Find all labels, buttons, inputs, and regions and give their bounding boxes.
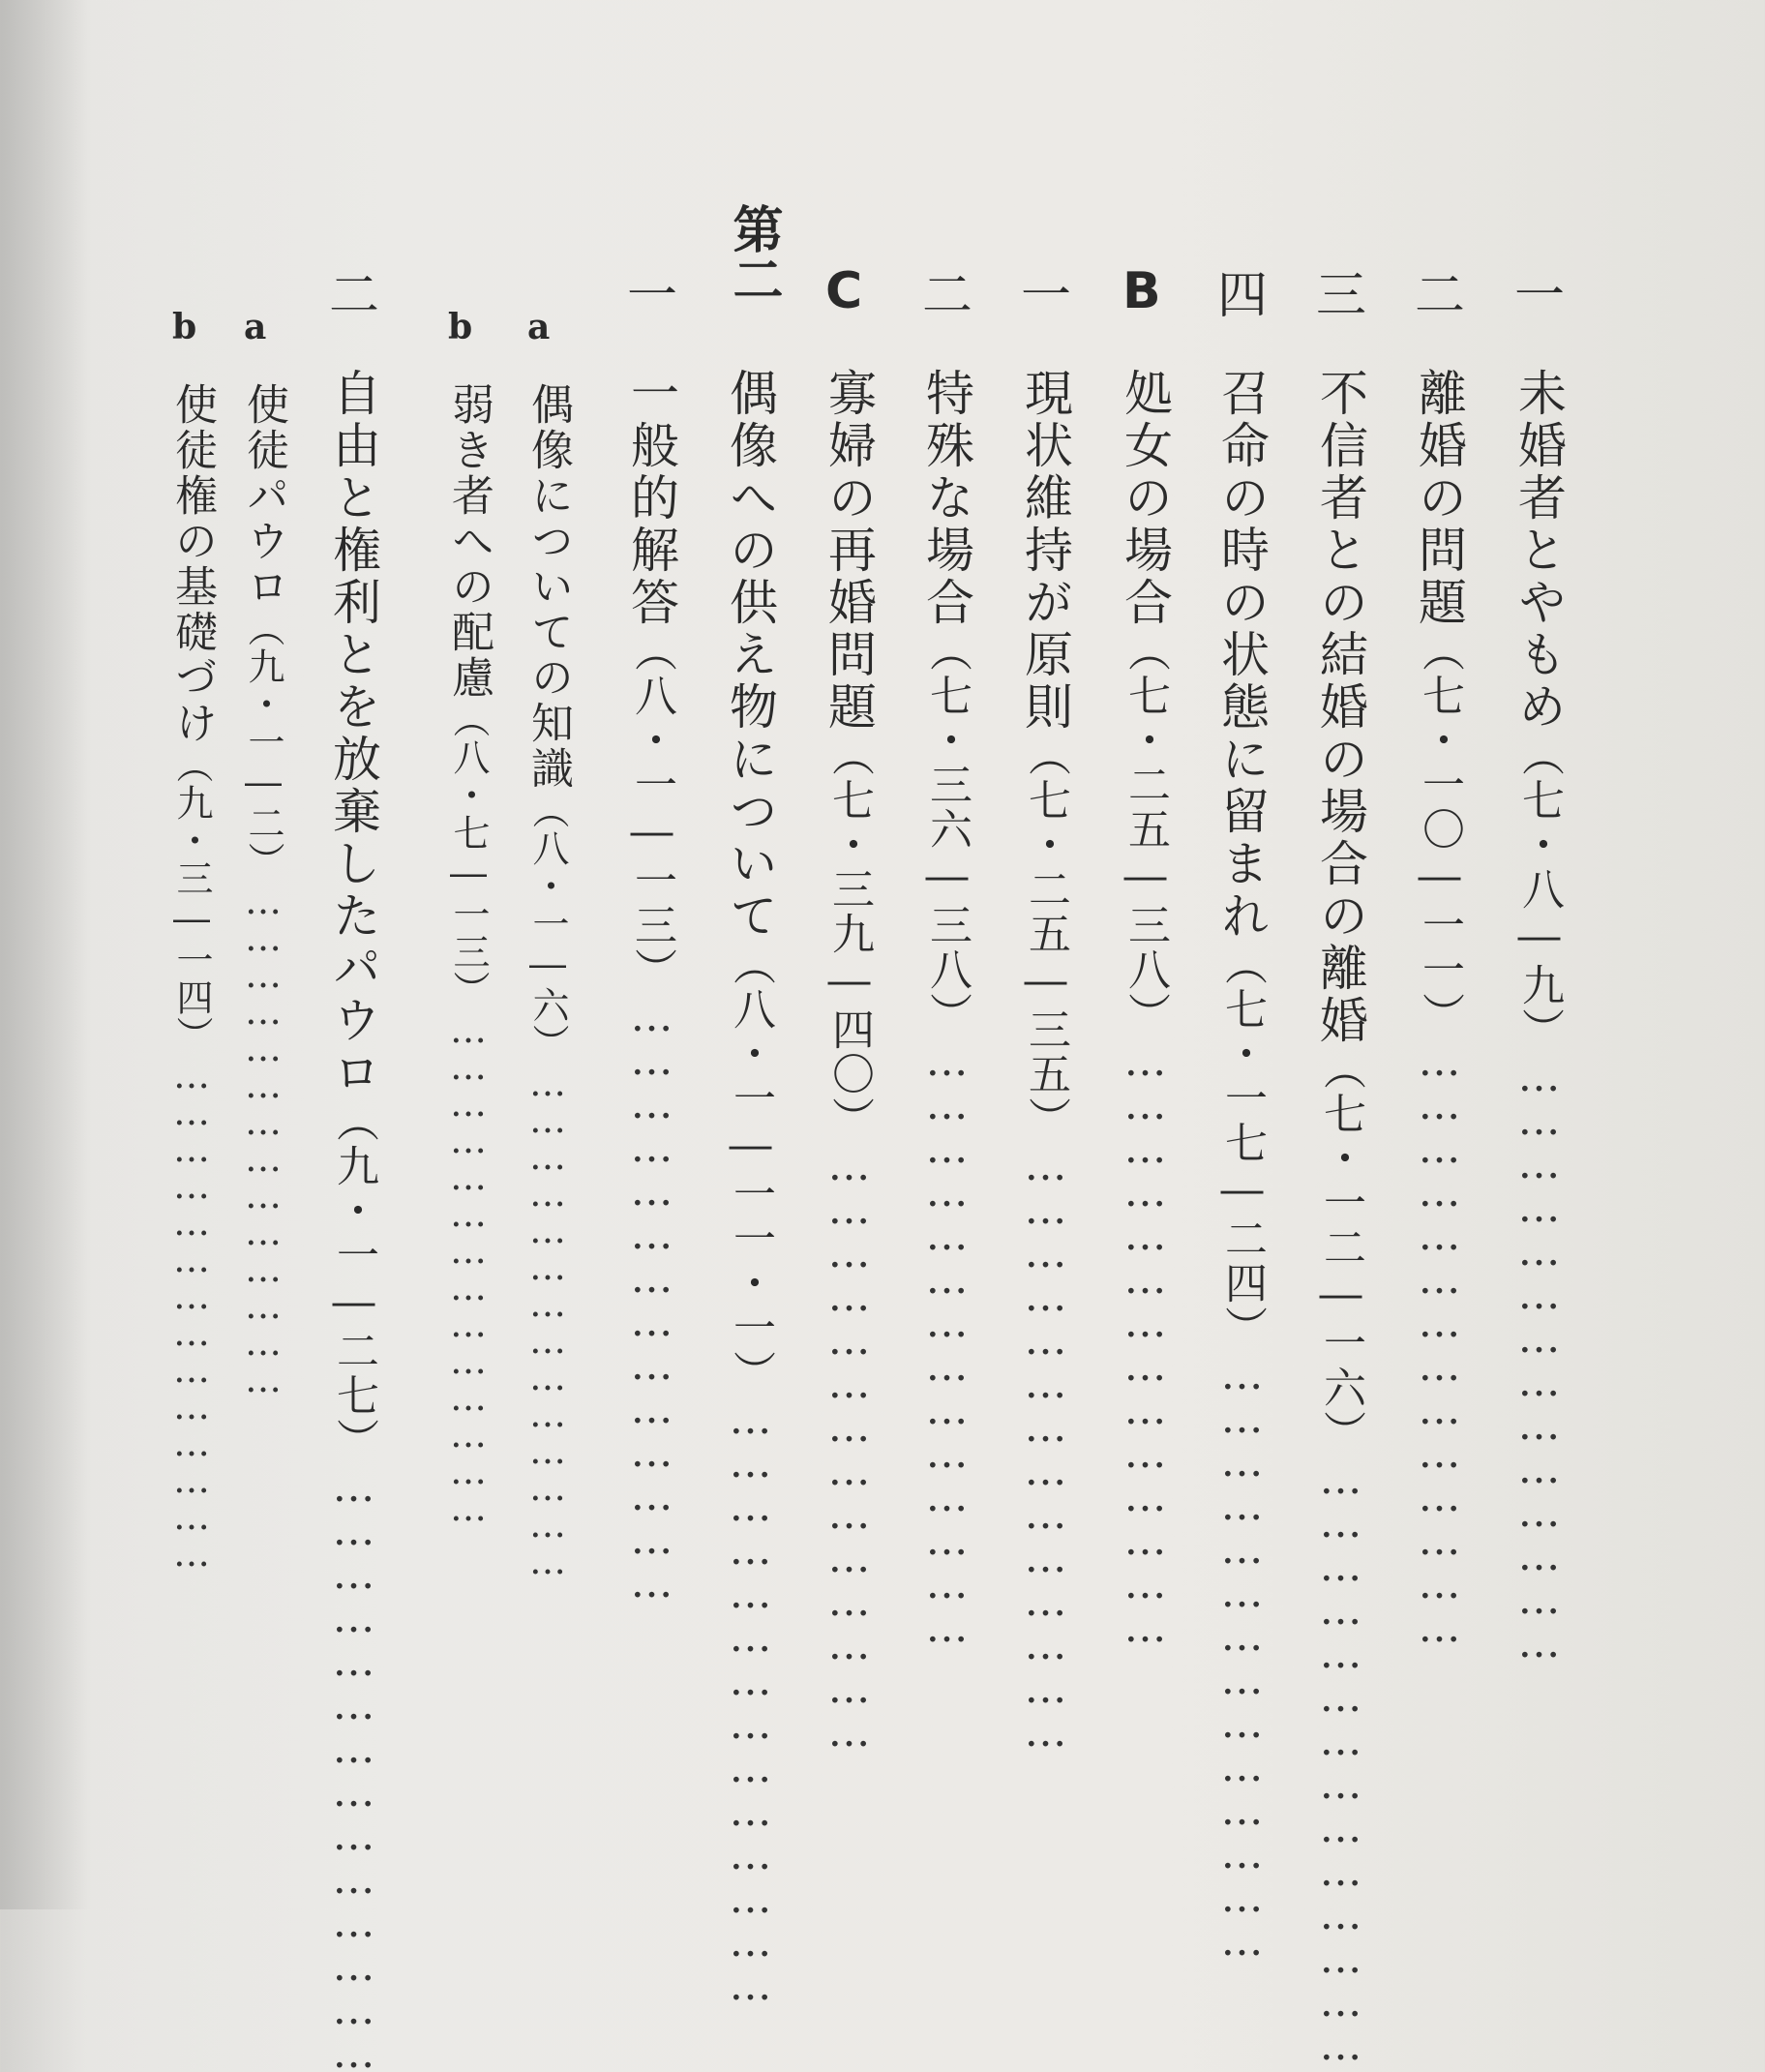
entry-reference: （八・一―六） — [526, 792, 569, 1062]
entry-reference: （八・一―一三） — [627, 629, 676, 992]
page-gutter-shadow — [0, 0, 92, 1909]
dot-leader: …………………………………… — [1415, 1036, 1464, 1646]
section-marker: B — [1122, 262, 1161, 320]
entry-marker: 一 — [627, 267, 678, 325]
entry-title: 弱き者への配慮 — [444, 382, 494, 701]
entry-title: 現状維持が原則 — [1017, 368, 1073, 734]
toc-entry[interactable] — [623, 368, 679, 2013]
sub-marker: b — [448, 307, 473, 347]
dot-leader: …………………………………… — [242, 880, 284, 1395]
entry-reference: （八・七―一三） — [447, 701, 490, 1008]
entry-title: 処女の場合 — [1117, 368, 1173, 629]
toc-entry[interactable] — [1312, 368, 1368, 2064]
entry-reference: （七・一〇―一一） — [1415, 629, 1464, 1036]
entry-marker: 二 — [922, 267, 973, 325]
toc-entry[interactable] — [1117, 368, 1173, 2013]
toc-entry[interactable] — [1017, 368, 1073, 2013]
entry-reference: （七・八―九） — [1514, 734, 1564, 1052]
dot-leader: …………………………………… — [1021, 1141, 1070, 1751]
entry-reference: （八・一―一一・一） — [726, 943, 775, 1395]
entry-reference: （七・一七―二四） — [1217, 943, 1267, 1350]
toc-entry[interactable] — [1511, 368, 1567, 2013]
toc-entry[interactable] — [722, 368, 778, 2013]
entry-reference: （九・一―二七） — [329, 1099, 378, 1462]
dot-leader: …………………………………… — [824, 1141, 874, 1751]
entry-title: 偶像への供え物について — [722, 368, 778, 943]
dot-leader: …………………………………… — [329, 1462, 378, 2072]
dot-leader: …………………………………… — [1121, 1036, 1170, 1646]
toc-entry[interactable] — [524, 382, 573, 2027]
dot-leader: …………………………………… — [726, 1395, 775, 2004]
toc-entry[interactable] — [444, 382, 494, 2027]
toc-entry[interactable] — [325, 368, 381, 2072]
dot-leader: …………………………………… — [1514, 1052, 1564, 1662]
toc-entry[interactable] — [821, 368, 877, 2013]
toc-entry[interactable] — [167, 382, 217, 2027]
entry-marker: 三 — [1316, 267, 1367, 325]
dot-leader: …………………………………… — [1316, 1455, 1365, 2064]
dot-leader: …………………………………… — [526, 1062, 569, 1577]
entry-marker: 二 — [1415, 267, 1466, 325]
entry-reference: （九・三―一四） — [170, 746, 213, 1054]
entry-title: 偶像についての知識 — [524, 382, 573, 792]
chapter-marker: 第二 — [724, 203, 783, 304]
entry-title: 特殊な場合 — [918, 368, 974, 629]
entry-title: 寡婦の再婚問題 — [821, 368, 877, 734]
entry-title: 離婚の問題 — [1411, 368, 1467, 629]
sub-marker: a — [527, 307, 551, 347]
entry-reference: （七・二五―三五） — [1021, 734, 1070, 1141]
section-marker: C — [825, 262, 863, 320]
entry-marker: 一 — [1021, 267, 1072, 325]
toc-entry[interactable] — [239, 382, 288, 2027]
entry-marker: 二 — [329, 267, 380, 325]
entry-reference: （七・三九―四〇） — [824, 734, 874, 1141]
entry-title: 一般的解答 — [623, 368, 679, 629]
entry-title: 未婚者とやもめ — [1511, 368, 1567, 734]
entry-title: 不信者との結婚の場合の離婚 — [1312, 368, 1368, 1047]
entry-marker: 一 — [1514, 267, 1566, 325]
dot-leader: …………………………………… — [170, 1054, 213, 1569]
dot-leader: …………………………………… — [447, 1008, 490, 1523]
toc-entry[interactable] — [1213, 368, 1270, 2013]
entry-reference: （九・一―二） — [242, 610, 284, 880]
sub-marker: a — [244, 307, 267, 347]
table-of-contents — [135, 203, 1587, 2072]
dot-leader: …………………………………… — [1217, 1350, 1267, 1960]
dot-leader: …………………………………… — [627, 992, 676, 1602]
entry-reference: （七・三六―三八） — [922, 629, 972, 1036]
entry-title: 自由と権利とを放棄したパウロ — [325, 368, 381, 1099]
entry-marker: 四 — [1217, 267, 1269, 325]
entry-reference: （七・一二―一六） — [1316, 1047, 1365, 1455]
dot-leader: …………………………………… — [922, 1036, 972, 1646]
entry-title: 使徒パウロ — [239, 382, 288, 610]
entry-reference: （七・二五―三八） — [1121, 629, 1170, 1036]
entry-title: 召命の時の状態に留まれ — [1213, 368, 1270, 943]
toc-entry[interactable] — [1411, 368, 1467, 2013]
sub-marker: b — [172, 307, 197, 347]
toc-entry[interactable] — [918, 368, 974, 2013]
entry-title: 使徒権の基礎づけ — [167, 382, 217, 746]
